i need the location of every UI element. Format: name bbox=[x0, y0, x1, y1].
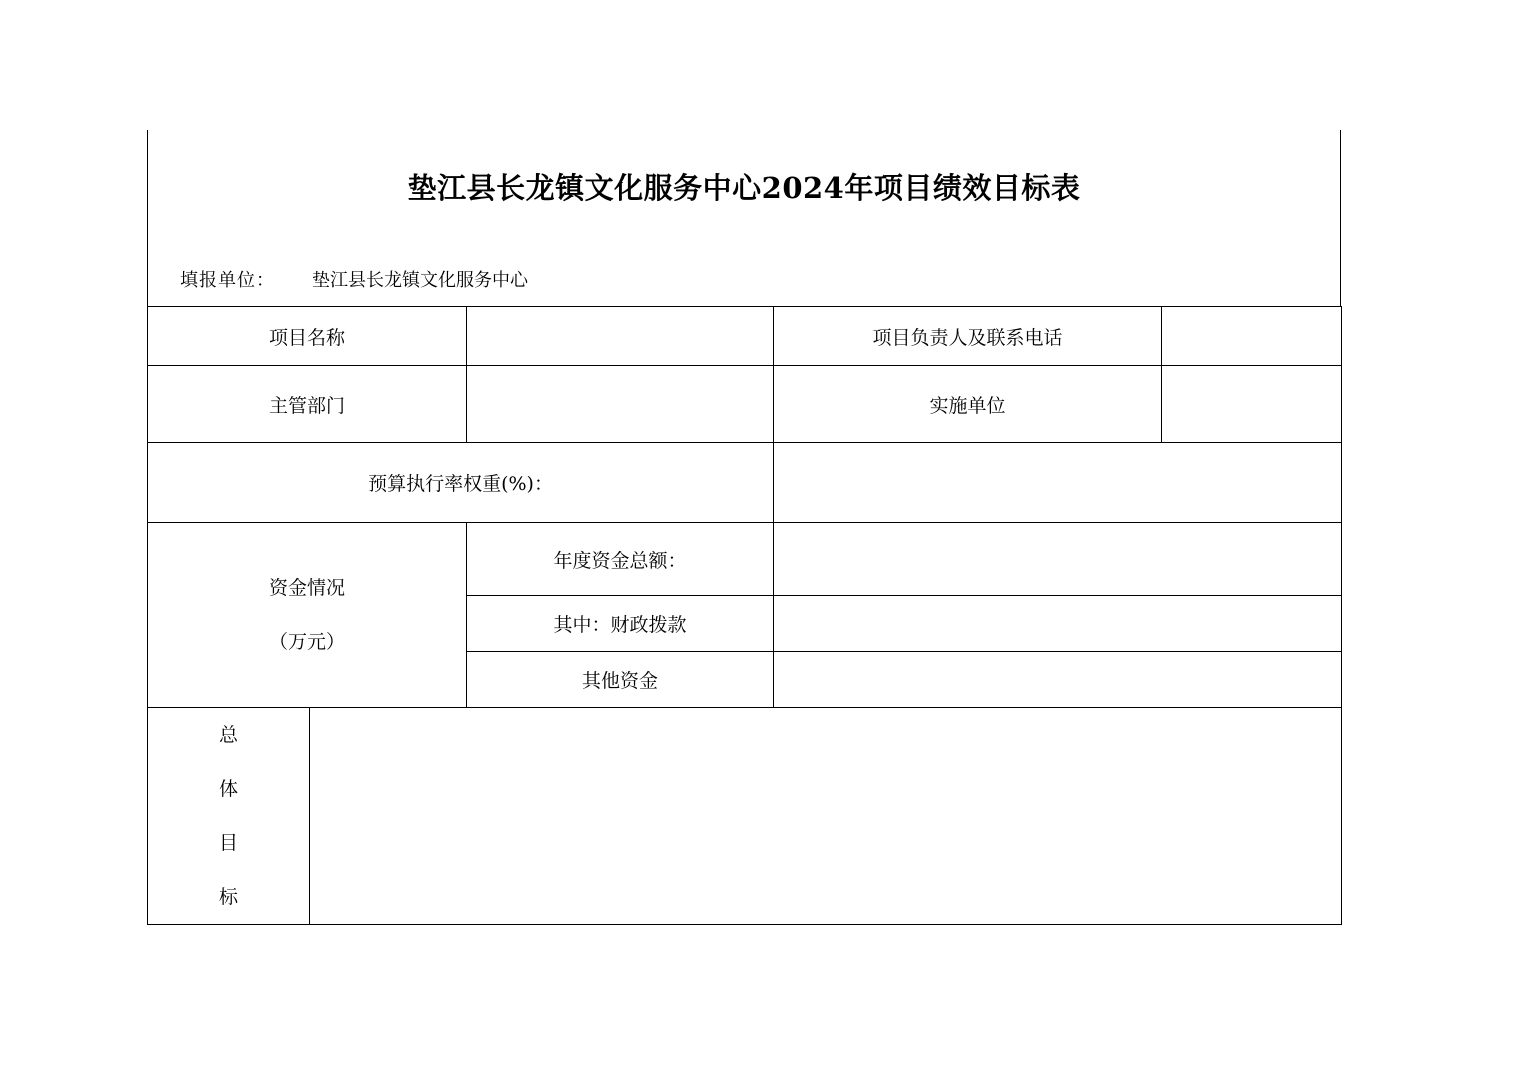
budget-weight-value[interactable] bbox=[774, 443, 1342, 523]
fiscal-label: 其中：财政拨款 bbox=[467, 596, 774, 652]
project-name-label: 项目名称 bbox=[148, 307, 467, 366]
overall-goal-char-2: 体 bbox=[218, 778, 238, 800]
annual-total-value[interactable] bbox=[774, 523, 1342, 596]
other-funds-value[interactable] bbox=[774, 652, 1342, 708]
frame-right-border bbox=[1340, 130, 1341, 306]
overall-goal-value[interactable] bbox=[310, 708, 1342, 925]
table-row-department bbox=[148, 366, 1342, 443]
funds-label bbox=[148, 523, 467, 708]
overall-goal-label bbox=[148, 708, 310, 925]
budget-weight-label: 预算执行率权重(%)： bbox=[148, 443, 774, 523]
performance-target-table bbox=[147, 306, 1342, 925]
overall-goal-char-4: 标 bbox=[218, 886, 238, 908]
impl-unit-label: 实施单位 bbox=[774, 366, 1162, 443]
project-name-value[interactable] bbox=[467, 307, 774, 366]
annual-total-label: 年度资金总额： bbox=[467, 523, 774, 596]
table-row-budget-weight bbox=[148, 443, 1342, 523]
overall-goal-char-1: 总 bbox=[218, 724, 238, 746]
fiscal-value[interactable] bbox=[774, 596, 1342, 652]
project-lead-value[interactable] bbox=[1162, 307, 1342, 366]
project-lead-label: 项目负责人及联系电话 bbox=[774, 307, 1162, 366]
fill-unit-row bbox=[180, 266, 528, 292]
fill-unit-label: 填报单位： bbox=[180, 270, 275, 291]
document-title: 垫江县长龙镇文化服务中心2024年项目绩效目标表 bbox=[407, 171, 1081, 205]
funds-label-line2: （万元） bbox=[269, 631, 346, 653]
other-funds-label: 其他资金 bbox=[467, 652, 774, 708]
fill-unit-value: 垫江县长龙镇文化服务中心 bbox=[312, 270, 528, 291]
impl-unit-value[interactable] bbox=[1162, 366, 1342, 443]
overall-goal-char-3: 目 bbox=[218, 832, 238, 854]
dept-label: 主管部门 bbox=[148, 366, 467, 443]
dept-value[interactable] bbox=[467, 366, 774, 443]
frame-left-border bbox=[147, 130, 148, 306]
table-row-overall-goal bbox=[148, 708, 1342, 925]
funds-label-line1: 资金情况 bbox=[269, 577, 346, 599]
table-row-project-name bbox=[148, 307, 1342, 366]
table-row-annual-total bbox=[148, 523, 1342, 596]
